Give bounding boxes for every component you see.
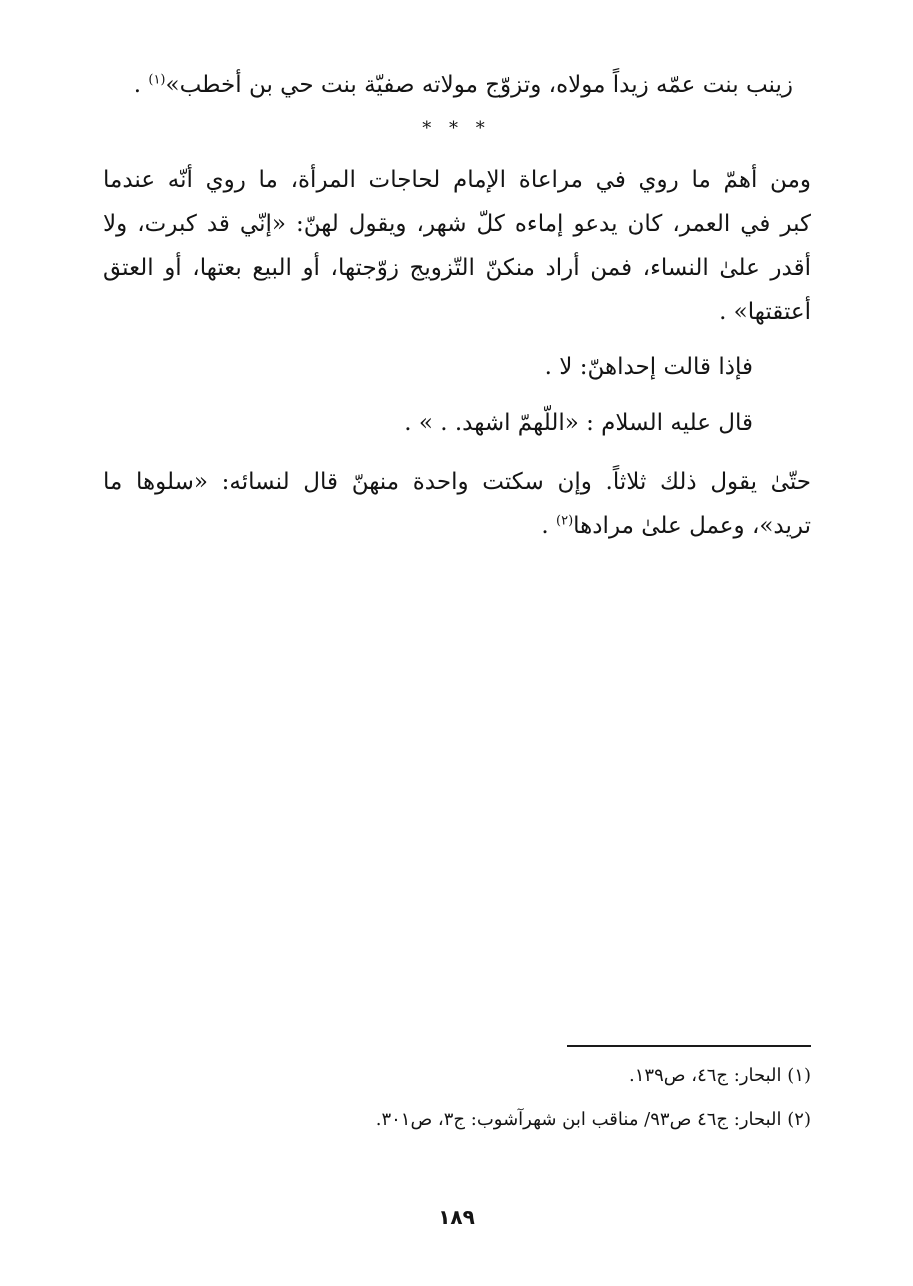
footnote-marker-1: (١) — [148, 72, 166, 88]
paragraph-1-line-2: كبر في العمر، كان يدعو إماءه كلّ شهر، ويقول لهنّ: «إنّي قد كبرت، ولا — [103, 211, 811, 237]
paragraph-1-line-4: أعتقتها» . — [719, 299, 811, 325]
footnote-marker-2: (٢) — [556, 513, 574, 529]
answer-line: قال عليه السلام : «اللّهمّ اشهد. . » . — [404, 410, 753, 436]
footnote-2: (٢) البحار: ج٤٦ ص٩٣/ مناقب ابن شهرآشوب: ج٣، ص٣٠١. — [375, 1109, 811, 1130]
paragraph-1-line-3: أقدر علىٰ النساء، فمن أراد منكنّ التّزويج زوّجتها، أو البيع بعتها، أو العتق — [103, 255, 811, 281]
page-number: ١٨٩ — [438, 1205, 475, 1229]
paragraph-2-line-1: حتّىٰ يقول ذلك ثلاثاً. وإن سكتت واحدة منهنّ قال لنسائه: «سلوها ما — [103, 469, 811, 495]
section-separator: * * * — [422, 118, 491, 139]
continuation-text: زينب بنت عمّه زيداً مولاه، وتزوّج مولاته صفيّة بنت حي بن أخطب» — [165, 72, 793, 98]
paragraph-1 — [103, 158, 811, 334]
continuation-line — [134, 70, 793, 100]
continuation-end: . — [133, 72, 149, 98]
footnote-1: (١) البحار: ج٤٦، ص١٣٩. — [629, 1065, 811, 1086]
paragraph-2 — [103, 460, 811, 548]
paragraph-2-line-2-text: تريد»، وعمل علىٰ مرادها — [573, 513, 811, 539]
paragraph-2-end: . — [541, 513, 557, 539]
paragraph-2-line-2 — [103, 504, 811, 548]
paragraph-1-line-1: ومن أهمّ ما روي في مراعاة الإمام لحاجات المرأة، ما روي أنّه عندما — [103, 167, 811, 193]
question-line: فإذا قالت إحداهنّ: لا . — [544, 354, 753, 380]
footnote-rule — [567, 1045, 811, 1047]
